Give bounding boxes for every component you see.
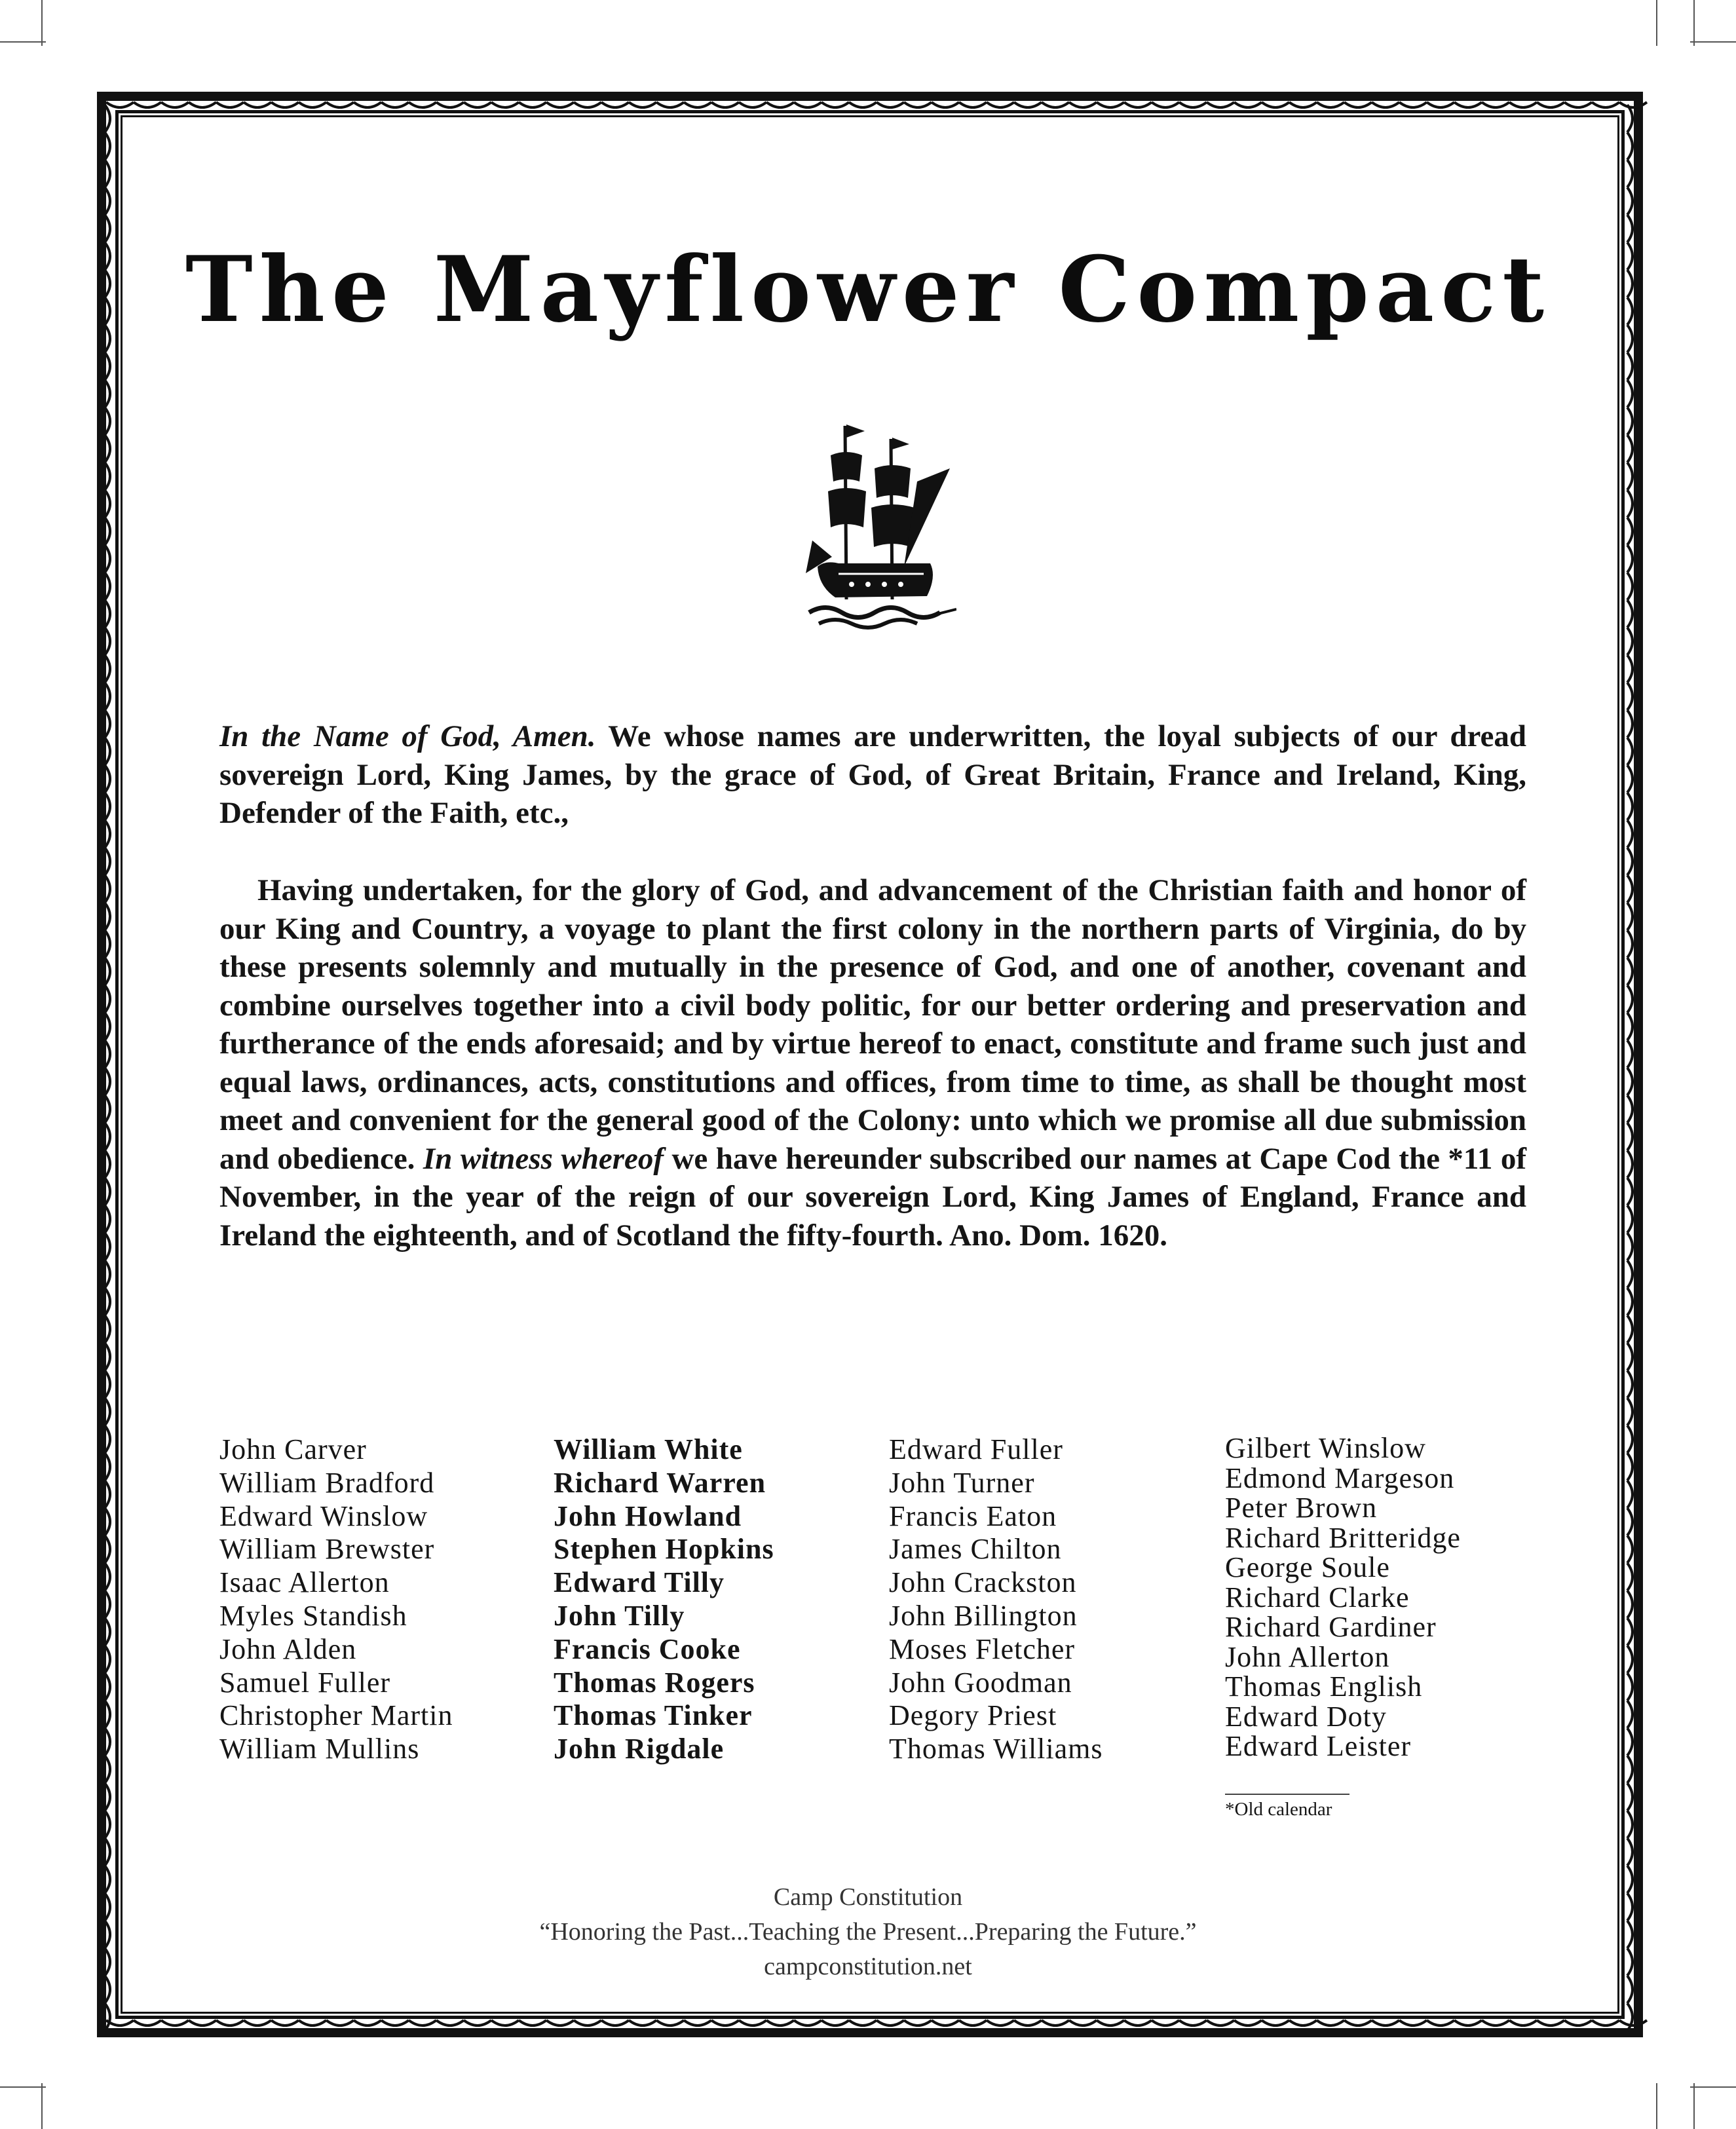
signer-name: Edward Doty [1225,1700,1387,1733]
crop-mark [41,2083,43,2129]
signer-name: Thomas Williams [889,1733,1103,1765]
signer-name: Degory Priest [889,1699,1057,1732]
crop-mark [41,0,43,46]
crop-mark [1693,0,1695,46]
signer-name: John Alden [219,1632,357,1665]
ship-illustration [799,419,956,642]
border-rope-top [106,98,1634,114]
footer-motto: “Honoring the Past...Teaching the Present...Preparing the Future.” [539,1918,1197,1946]
signer-name: William Bradford [219,1466,435,1499]
signer-name: Edward Leister [1225,1730,1411,1762]
signer-name: Edward Tilly [554,1566,725,1599]
compact-intro-paragraph [219,717,1526,833]
signer-name: John Howland [554,1499,742,1532]
signers-column-3 [889,1433,1103,1766]
signer-name: Thomas Rogers [554,1666,755,1699]
signers-column-2 [554,1433,774,1766]
signer-name: Samuel Fuller [219,1666,391,1699]
crop-mark [0,41,46,43]
signer-name: Richard Britteridge [1225,1521,1461,1554]
signer-name: Gilbert Winslow [1225,1432,1426,1464]
signer-name: James Chilton [889,1533,1062,1566]
signer-name: Richard Warren [554,1466,766,1499]
signers-column-4 [1225,1433,1461,1762]
intro-text: We whose names are underwritten, the loyal subjects of our dread sovereign Lord, King James, by the grace of God, of Great Britain, France and Ireland, King, Defender of the Faith, etc., [219,719,1526,830]
signer-name: John Allerton [1225,1640,1390,1673]
footer-org: Camp Constitution [773,1883,963,1911]
signer-name: Stephen Hopkins [554,1533,774,1566]
signer-name: Edward Fuller [889,1433,1063,1465]
signer-name: Francis Cooke [554,1632,741,1665]
rope-pattern [105,105,110,2031]
signer-name: William White [554,1433,743,1465]
signer-name: Isaac Allerton [219,1566,390,1599]
footer [0,1880,1736,1984]
signer-name: John Tilly [554,1599,685,1632]
signers-column-1 [219,1433,453,1766]
body-text-part1: Having undertaken, for the glory of God, and advancement of the Christian faith and honor of our King and Country, a voyage to plant the first colony in the northern parts of Virginia, do by these presents solemnly and mutually in the presence of God, and one of another, covenant and combine ourselves together into a civil body politic, for our better ordering and preservation and furtherance of the ends aforesaid; and by virtue hereof to enact, constitute and frame such just and equal laws, ordinances, acts, constitutions and offices, from time to time, as shall be thought most meet and convenient for the general good of the Colony: unto which we promise all due submission and obedience. [219,873,1526,1176]
signer-name: Thomas English [1225,1670,1423,1703]
signer-name: Moses Fletcher [889,1632,1076,1665]
signer-name: John Rigdale [554,1733,725,1765]
signer-name: William Mullins [219,1733,420,1765]
footer-url: campconstitution.net [764,1953,972,1980]
witness-italic: In witness whereof [423,1141,664,1176]
signer-name: John Turner [889,1466,1035,1499]
crop-mark [1656,2083,1657,2129]
compact-body-paragraph [219,871,1526,1254]
signer-name: Richard Clarke [1225,1581,1410,1613]
signer-name: Edmond Margeson [1225,1461,1455,1494]
footnote: *Old calendar [1225,1799,1332,1820]
document-title: The Mayflower Compact [185,236,1551,343]
signer-name: George Soule [1225,1551,1390,1583]
signer-name: Francis Eaton [889,1499,1057,1532]
body-text-part2: we have hereunder subscribed our names at Cape Cod the *11 of November, in the year of the reign of our sovereign Lord, King James of England, France and Ireland the eighteenth, and of Scotland the fifty-fourth. Ano. Dom. 1620. [219,1141,1526,1253]
border-rope-right [1623,105,1639,2024]
crop-mark [1690,41,1736,43]
signer-name: John Crackston [889,1566,1077,1599]
intro-lead-italic: In the Name of God, Amen. [219,719,596,753]
crop-mark [1656,0,1657,46]
signer-name: Richard Gardiner [1225,1611,1437,1643]
signer-name: John Billington [889,1599,1078,1632]
rope-pattern [106,2020,1647,2025]
signer-name: Peter Brown [1225,1492,1378,1524]
signer-name: Thomas Tinker [554,1699,753,1732]
border-rope-left [101,105,117,2024]
footnote-rule [1225,1794,1349,1795]
border-rope-bottom [106,2016,1634,2032]
signer-name: Myles Standish [219,1599,407,1632]
signer-name: William Brewster [219,1533,435,1566]
signer-name: John Goodman [889,1666,1072,1699]
signer-name: Christopher Martin [219,1699,453,1732]
rope-pattern [106,102,1647,107]
signer-name: Edward Winslow [219,1499,428,1532]
crop-mark [0,2086,46,2088]
crop-mark [1693,2083,1695,2129]
crop-mark [1690,2086,1736,2088]
rope-pattern [1627,105,1632,2031]
signer-name: John Carver [219,1433,367,1465]
